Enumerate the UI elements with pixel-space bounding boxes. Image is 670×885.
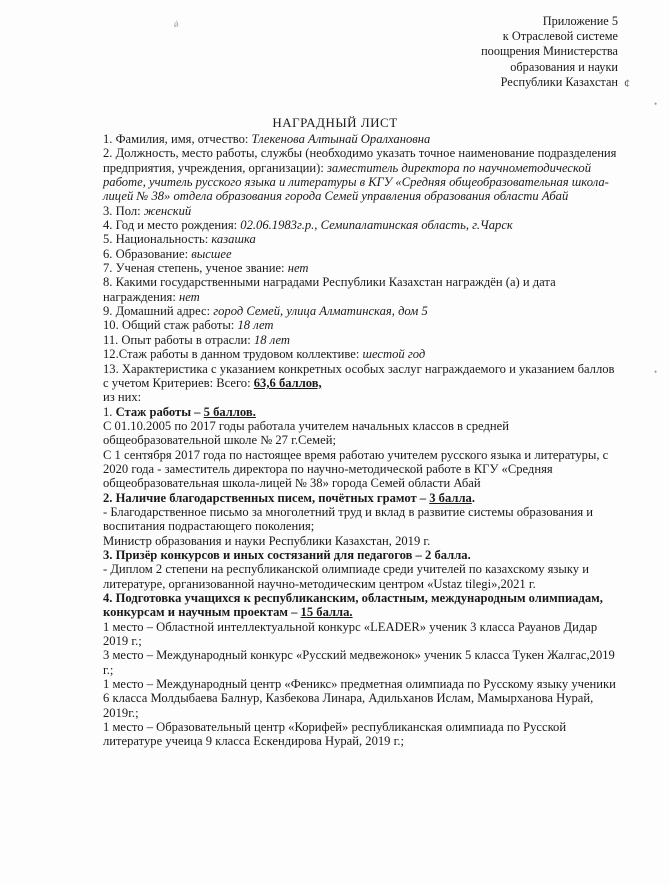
section-points: 3 балла <box>429 490 472 505</box>
field-10 <box>103 318 623 332</box>
appendix-block <box>481 14 618 90</box>
section-2-paragraph: Министр образования и науки Республики Казахстан, 2019 г. <box>103 533 431 548</box>
field-5 <box>103 232 623 246</box>
total-points: 63,6 баллов, <box>253 375 322 390</box>
section-number: 1. <box>103 404 116 419</box>
field-1 <box>103 132 623 146</box>
field-value: 18 лет <box>253 332 291 347</box>
field-value: шестой год <box>362 347 426 362</box>
field-9 <box>103 304 623 318</box>
section-2-paragraph: - Благодарственное письмо за многолетний труд и вклад в развитие системы образования и воспитания подрастающего поколения; <box>103 504 594 534</box>
section-title: 2. Наличие благодарственных писем, почётных грамот – <box>103 490 430 505</box>
section-4-heading <box>103 591 623 620</box>
appendix-line: Приложение 5 <box>542 14 618 28</box>
field-value: нет <box>287 261 309 276</box>
section-1-heading <box>103 405 623 419</box>
field-value: женский <box>143 203 192 218</box>
section-title: Стаж работы – <box>115 404 204 419</box>
section-title-end: . <box>471 490 475 505</box>
appendix-line: Республики Казахстан <box>500 74 618 89</box>
field-13 <box>103 362 623 391</box>
field-label: 8. Какими государственными наградами Республики Казахстан награждён (а) и дата награждения: <box>103 275 556 304</box>
field-label: 13. Характеристика с указанием конкретных особых заслуг награждаемого и указанием баллов с учетом Критериев: Всего: <box>103 361 615 390</box>
scan-speck: • <box>654 367 658 377</box>
scan-speck: • <box>654 99 658 109</box>
field-label: 2. Должность, место работы, службы (необходимо указать точное наименование подразделения предприятия, учреждения, организации): <box>103 146 617 175</box>
field-label: 3. Пол: <box>103 203 144 218</box>
field-2 <box>103 146 623 203</box>
field-3 <box>103 204 623 218</box>
section-3-heading: 3. Призёр конкурсов и иных состязаний для педагогов – 2 балла. <box>103 547 471 562</box>
field-value: 02.06.1983г.р., Семипалатинская область, г.Чарск <box>240 218 513 233</box>
field-value: Тлекенова Алтынай Оралхановна <box>251 132 431 146</box>
section-4-paragraph: 3 место – Международный конкурс «Русский медвежонок» ученик 5 класса Тукен Жалгас,2019 г.; <box>103 648 615 677</box>
section-4-paragraph: 1 место – Образовательный центр «Корифей» республиканская олимпиада по Русской литературе учеица 9 класса Ескендирова Нурай, 2019 г.; <box>103 720 567 749</box>
field-label: 10. Общий стаж работы: <box>103 318 238 333</box>
field-6 <box>103 247 623 261</box>
scan-speck: ǿ <box>174 19 179 29</box>
field-value: заместитель директора по научнометодической работе, учитель русского языка и литературы в КГУ «Средняя общеобразовательная школа-лицей № 38» отдела образования города Семей управления образования области Абай <box>103 160 609 204</box>
field-11 <box>103 333 623 347</box>
field-value: казашка <box>211 232 256 247</box>
field-value: 18 лет <box>237 318 274 333</box>
section-4-paragraph: 2019 г.; <box>103 634 142 649</box>
field-4 <box>103 218 623 232</box>
field-12 <box>103 347 623 361</box>
field-value: нет <box>179 289 200 304</box>
section-points: 15 балла. <box>300 605 353 620</box>
field-label: 1. Фамилия, имя, отчество: <box>103 132 252 146</box>
field-label: 7. Ученая степень, ученое звание: <box>103 261 288 276</box>
scan-mark: ¢ <box>624 76 630 90</box>
field-label: 11. Опыт работы в отрасли: <box>103 332 254 347</box>
field-label: 4. Год и место рождения: <box>103 218 241 233</box>
field-13-tail: из них: <box>103 390 142 405</box>
section-1-paragraph: С 1 сентября 2017 года по настоящее время работаю учителем русского языка и литературы, с 2020 года - заместитель директора по научно-методической работе в КГУ «Средняя общеобразовательная школа-лицей № 38» города Семей области Абай <box>103 447 609 491</box>
section-3-paragraph: - Диплом 2 степени на республиканской олимпиаде среди учителей по казахскому языку и литературе, организованной научно-методическим центром «Ustaz tilegi»,2021 г. <box>103 562 589 591</box>
field-value: высшее <box>191 246 232 261</box>
appendix-line: к Отраслевой системе <box>502 29 618 44</box>
field-8 <box>103 275 623 304</box>
field-label: 9. Домашний адрес: <box>103 304 214 319</box>
document-body <box>103 132 623 749</box>
field-label: 12.Стаж работы в данном трудовом коллективе: <box>103 347 363 362</box>
appendix-line: поощрения Министерства <box>481 44 618 59</box>
document-title: НАГРАДНЫЙ ЛИСТ <box>272 115 398 130</box>
section-4-paragraph: 1 место – Областной интеллектуальной конкурс «LEADER» ученик 3 класса Рауанов Дидар <box>103 619 598 634</box>
section-1-paragraph: С 01.10.2005 по 2017 годы работала учителем начальных классов в средней общеобразовательной школе № 27 г.Семей; <box>103 418 509 448</box>
field-value: город Семей, улица Алматинская, дом 5 <box>213 304 428 319</box>
field-label: 5. Национальность: <box>103 232 212 247</box>
field-label: 6. Образование: <box>103 246 192 261</box>
field-7 <box>103 261 623 275</box>
section-title: 4. Подготовка учащихся к республиканским, областным, международным олимпиадам, конкурсам и научным проектам – <box>103 591 603 620</box>
section-2-heading <box>103 491 623 505</box>
appendix-line: образования и науки <box>510 59 618 74</box>
section-points: 5 баллов. <box>203 404 256 419</box>
section-4-paragraph: 1 место – Международный центр «Феникс» предметная олимпиада по Русскому языку ученики 6 класса Молдыбаева Балнур, Казбекова Линара, Адильханов Ислам, Мамырханова Нурай, 2019г.; <box>103 677 616 720</box>
